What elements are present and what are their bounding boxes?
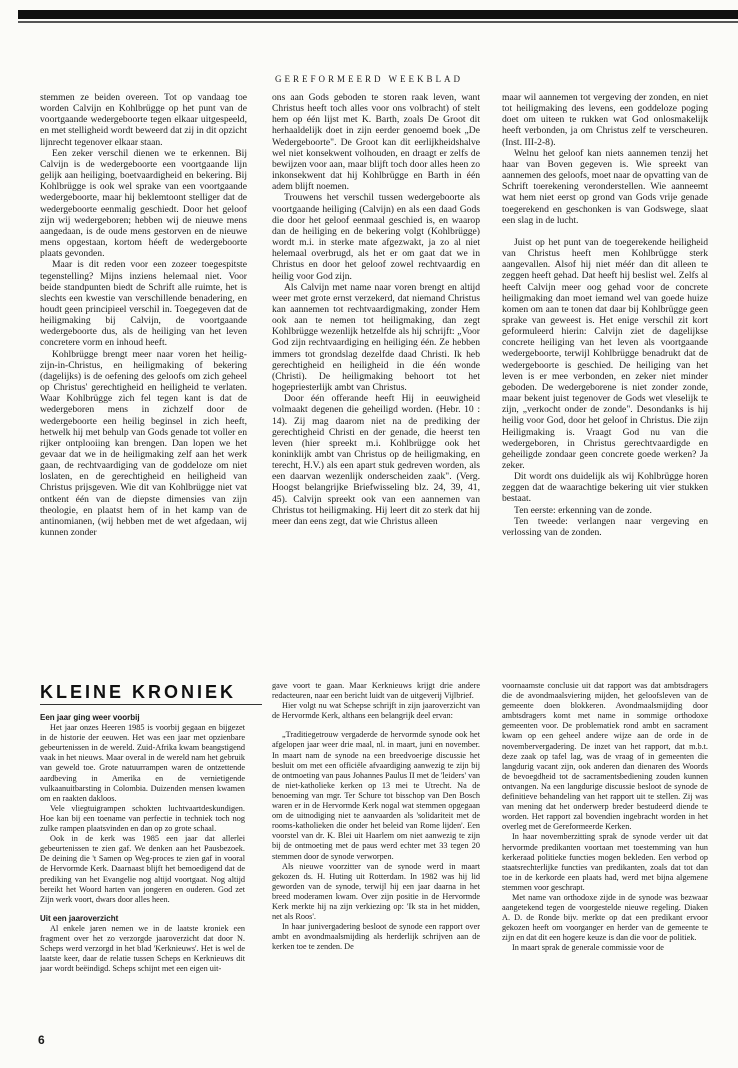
paragraph: Ten tweede: verlangen naar vergeving en verlossing van de zonden. xyxy=(502,515,708,538)
section-title: KLEINE KRONIEK xyxy=(40,682,237,702)
paragraph: Trouwens het verschil tussen wedergeboorte als voortgaande heiliging (Calvijn) en als een daad Gods die door het geloof eenmaal geschied is, en waarop dan de heiliging en de bekering volgt (Kohlbrügge) wordt m.i. in sterke mate afgezwakt, ja zo al niet helemaal overbrugd, als het er om gaat dat we in Christus en door het geloof zowel rechtvaardig en heilig voor God zijn. xyxy=(272,192,480,282)
paragraph: Ook in de kerk was 1985 een jaar dat allerlei gebeurtenissen te zien gaf. We denken aan het Pausbezoek. De deining die 't Samen op Weg-proces te zien gaf in vooral de Hervormde Kerk. Daarnaast blijft het bemoedigend dat de prediking van het Evangelie nog altijd voortgaat. Nog altijd bereikt het Woord harten van jongeren en ouderen. God zet Zijn werk voort, dwars door alles heen. xyxy=(40,834,245,904)
top-border-line xyxy=(18,21,738,23)
paragraph: ons aan Gods geboden te storen raak leven, want Christus heeft toch alles voor ons volbracht) of stelt hem op één lijst met K. Barth, zoals De Groot dit herhaaldelijk doet in zijn eerder genoemd boek „De Wedergeboorte". De Groot kan dit eerlijkheidshalve wel niet konsekwent volhouden, en draagt er zelfs de bewijzen voor aan, maar blijft toch door alles heen zo inkonsekwent dat hij Kohlbrügge en Barth in één adem blijft noemen. xyxy=(272,92,480,193)
paragraph: Hier volgt nu wat Schepse schrijft in zijn jaaroverzicht van de Hervormde Kerk, althans een belangrijk deel ervan: xyxy=(272,701,480,721)
paragraph: Maar is dit reden voor een zozeer toegespitste tegenstelling? Mijns inziens helemaal niet. Voor beide standpunten biedt de Schrift alle ruimte, het is slechts een kwestie van verschillende benadering, en houdt geen principieel verschil in. Toegegeven dat de heiligmaking bij Calvijn, de voortgaande wedergeboorte dus, als de heiliging van het leven concretere vorm en inhoud heeft. xyxy=(40,259,247,349)
paragraph: In haar junivergadering besloot de synode een rapport over ambt en avondmaalsmijding als herderlijk schrijven aan de kerken toe te zenden. De xyxy=(272,922,480,952)
paragraph: voornaamste conclusie uit dat rapport was dat ambtsdragers die de avondmaalsviering mijden, het geloofsleven van de gemeente doen blokkeren. Avondmaalsmijding door ambtsdragers komt met name in sommige orthodoxe gemeenten voor. De problematiek rond ambt en sacrament kwam op een geheel andere wijze aan de orde in de novembervergadering. De inzet van het rapport, dat m.b.t. deze zaak op tafel lag, was de vraag of in gemeenten die langdurig vacant zijn, ook anderen dan dienaren des Woords de bevoegdheid tot de sacramentsbediening zouden kunnen ontvangen. Na een langdurige discussie besloot de synode de definitieve behandeling van het rapport uit te stellen. Zij was van mening dat het onderwerp breder bestudeerd diende te worden. Het rapport zal bovendien ingebracht worden in het overleg met de Gereformeerde Kerken. xyxy=(502,681,708,832)
paragraph: stemmen ze beiden overeen. Tot op vandaag toe worden Calvijn en Kohlbrügge op het punt van de voortgaande wedergeboorte tegen elkaar uitgespeeld, en met stelligheid wordt beweerd dat zij in dit opzicht lijnrecht tegenover elkaar staan. xyxy=(40,92,247,148)
article-column-3 xyxy=(502,92,708,676)
spacer xyxy=(40,905,245,914)
paragraph: Het jaar onzes Heeren 1985 is voorbij gegaan en bijgezet in de historie der eeuwen. Het was een jaar met opzienbare gebeurtenissen in de wereld. Zuid-Afrika kwam beangstigend vaak in het nieuws. Maar overal in de wereld nam het gebruik van geweld toe. Grote natuurrampen waren de ontzettende aardbeving in Amerika en de vernietigende vulkaanuitbarsting in Colombia. Duizenden mensen kwamen om en raakten dakloos. xyxy=(40,723,245,803)
paragraph: Dit wordt ons duidelijk als wij Kohlbrügge horen zeggen dat de waarachtige bekering uit vier stukken bestaat. xyxy=(502,471,708,505)
paragraph: Kohlbrügge brengt meer naar voren het heilig-zijn-in-Christus, en heiligmaking of bekering (dagelijks) is de oefening des geloofs om zich geheel op Christus' gerechtigheid en heiligheid te verlaten. Waar Kohlbrügge zich fel tegen kant is dat de wedergeboren mens in zichzelf door de wedergeboorte een heilig beginsel in zich heeft, hetwelk hij met behulp van Gods genade tot voller en rijker ontplooiing kan brengen. Dan lopen we het gevaar dat we in de heiligmaking zelf aan het werk gaan, de rechtvaardiging van de goddeloze om niet loslaten, en de gerechtigheid en heiligheid van Christus prijsgeven. Wie dit van Kohlbrügge niet vat ontkent één van de diepste dimensies van zijn theologie, en plaatst hem of in het kamp van de antinomianen, (wij hebben met de wet afgedaan, wij kunnen zonder xyxy=(40,348,247,539)
paragraph: gave voort te gaan. Maar Kerknieuws krijgt drie andere redacteuren, naar een bericht luidt van de uitgeverij Vijlbrief. xyxy=(272,681,480,701)
paragraph: Een zeker verschil dienen we te erkennen. Bij Calvijn is de wedergeboorte een voortgaande lijn gelijk aan heiliging, boetvaardigheid en bekering. Bij Kohlbrügge is ook wel sprake van een voortgaande wedergeboorte, maar hij beklemtoont stelliger dat de wedergeboorte eenmalig geschiedt. Door het geloof zijn wij wedergeboren; hebben wij de nieuwe mens aangedaan, is de oude mens gestorven en de nieuwe mens opgestaan, kortom héeft de wedergeboorte plaats gevonden. xyxy=(40,147,247,260)
paragraph: Door één offerande heeft Hij in eeuwigheid volmaakt degenen die geheiligd worden. (Hebr. 10 : 14). Zij mag daarom niet na de prediking der gerechtigheid Christi en der genade, die heerst ten leven (hier spreekt m.i. Kohlbrügge ook het koninklijk ambt van Christus op de heiligmaking, en terecht, H.V.) als een apart stuk gedreven worden, als een daarvan wezenlijk onderscheiden zaak". (Verg. Hoogst belangrijke Briefwisseling blz. 24, 39, 41, 45). Calvijn spreekt ook van een aannemen van Christus tot heiligmaking. Hij leert dit zo sterk dat hij meer dan eens zegt, dat wie Christus alleen xyxy=(272,393,480,527)
running-header: GEREFORMEERD WEEKBLAD xyxy=(274,74,464,84)
paragraph: Als nieuwe voorzitter van de synode werd in maart gekozen ds. H. Huting uit Rotterdam. In 1982 was hij lid geworden van de synode, terwijl hij een jaar daarna in het breed moderamen kwam. Over zijn positie in de Hervormde Kerk merkte hij na zijn verkiezing op: 'Ik sta in het midden, net als Roos'. xyxy=(272,861,480,922)
page-number: 6 xyxy=(38,1033,45,1047)
paragraph: maar wil aannemen tot vergeving der zonden, en niet tot heiligmaking des levens, een goddeloze poging doet om uiteen te rukken wat God onlosmakelijk heeft verbonden, ja om Christus zelf te verscheuren. (Inst. III-2-8). xyxy=(502,92,708,148)
kroniek-column-1 xyxy=(40,713,245,1031)
kroniek-column-3 xyxy=(502,681,708,1011)
article-column-2 xyxy=(272,92,480,676)
paragraph: Al enkele jaren nemen we in de laatste kroniek een fragment over het zo verzorgde jaaroverzicht dat door N. Scheps werd verzorgd in het blad 'Kerknieuws'. Het is wel de laatste keer, daar de relatie tussen Scheps en Kerknieuws dit jaar wordt beëindigd. Scheps schijnt met een eigen uit- xyxy=(40,923,245,974)
spacer xyxy=(272,721,480,730)
top-border-bar xyxy=(18,10,738,19)
section-title-rule xyxy=(40,704,262,705)
kroniek-column-2 xyxy=(272,681,480,1001)
paragraph: Juist op het punt van de toegerekende heiligheid van Christus heeft men Kohlbrügge sterk aangevallen. Alsof hij niet méér dan dit alleen te zeggen heeft gehad. Dat heeft hij beslist wel. Zelfs al heeft Calvijn meer oog gehad voor de concrete heiligmaking dan moet iemand wel van goede huize komen om aan te tonen dat daar bij Kohlbrügge geen sprake van geweest is. Het enige verschil zit kort geformuleerd hierin: Calvijn ziet de dagelijkse concrete heiliging van het leven als voortgaande wedergeboorte, terwijl Kohlbrügge benadrukt dat de wedergeboorte is geschied. De heiliging van het leven is er mee verbonden, en zeker niet minder geboden. De wedergeborene is niet zonder zonde, maar bekent juist tegenover de Gods wet vleselijk te zijn, „verkocht onder de zonde". Desondanks is hij heilig voor God, door het geloof in Christus. Die zijn Heiligmaking is. Vraagt God nu van die wedergeboren, in Christus gerechtvaardigde en geheiligde zondaar geen concrete goede werken? Ja zeker. xyxy=(502,236,708,471)
paragraph: Vele vliegtuigrampen schokten luchtvaartdeskundigen. Hoe kan bij een toename van perfectie in techniek toch nog zulke rampen plaatsvinden en dan op zo grote schaal. xyxy=(40,803,245,834)
paragraph: In maart sprak de generale commissie voor de xyxy=(512,943,664,953)
paragraph: Ten eerste: erkenning van de zonde. xyxy=(514,504,652,516)
paragraph: In haar novemberzitting sprak de synode verder uit dat hervormde predikanten voortaan met toestemming van hun kerkeraad politieke functies mogen bekleden. Een verbod op staatsrechterlijke functies van predikanten, zoals dat tot dan toe in de kerkorde een plaats had, werd met bijna algemene stemmen voor geschrapt. xyxy=(502,832,708,892)
subheading: Uit een jaaroverzicht xyxy=(40,913,119,923)
paragraph: Als Calvijn met name naar voren brengt en altijd weer met grote ernst verzekerd, dat niemand Christus kan aannemen tot rechtvaardigmaking, zonder Hem ook aan te nemen tot heiligmaking, dan zegt Kohlbrügge wezenlijk hetzelfde als hij schrijft: „Voor God zijn rechtvaardiging en heiliging één. Ze hebben immers tot grondslag dezelfde daad Christi. Ik heb gerechtigheid en heiligheid in die één wonde (Christi). De heiligmaking behoort tot het hogepriesterlijk ambt van Christus. xyxy=(272,281,480,394)
paragraph: Welnu het geloof kan niets aannemen tenzij het haar van Boven gegeven is. Wie spreekt van aannemen des geloofs, moet naar de opvatting van de Schrift toerekening veronderstellen. Wie aanneemt wat hem niet eerst op grond van Gods vrije genade toegerekend en geschonken is van Godswege, slaat een slag in de lucht. xyxy=(502,147,708,226)
paragraph: Met name van orthodoxe zijde in de synode was bezwaar aangetekend tegen de voorgestelde nieuwe regeling. Diaken A. D. de Ronde bijv. merkte op dat een predikant ervoor gekozen heeft om voorganger en herder van de gemeente te zijn en dat dit een hogere keuze is dan die voor de politiek. xyxy=(502,892,708,943)
subheading: Een jaar ging weer voorbij xyxy=(40,713,140,722)
paragraph: „Traditiegetrouw vergaderde de hervormde synode ook het afgelopen jaar weer drie maal, nl. in maart, juni en november. In maart nam de synode na een breedvoerige discussie het besluit om met een officiële afvaardiging aanwezig te zijn bij de ontmoeting van paus Johannes Paulus II met de 'leiders' van de niet-katholieke kerken op 13 mei te Utrecht. Na de benoeming van mgr. Ter Schure tot bisschop van Den Bosch waren er in de Hervormde Kerk nogal wat stemmen opgegaan om de uitnodiging niet te aanvaarden als 'solidariteit met de rooms-katholieken die onder het beleid van Rome lijden'. Een voorstel van dr. K. Blei uit Haarlem om niet aanwezig te zijn bij de ontmoeting met de paus werd echter met 33 tegen 20 stemmen door de synode verworpen. xyxy=(272,730,480,861)
article-column-1 xyxy=(40,92,247,676)
spacer xyxy=(502,226,708,237)
